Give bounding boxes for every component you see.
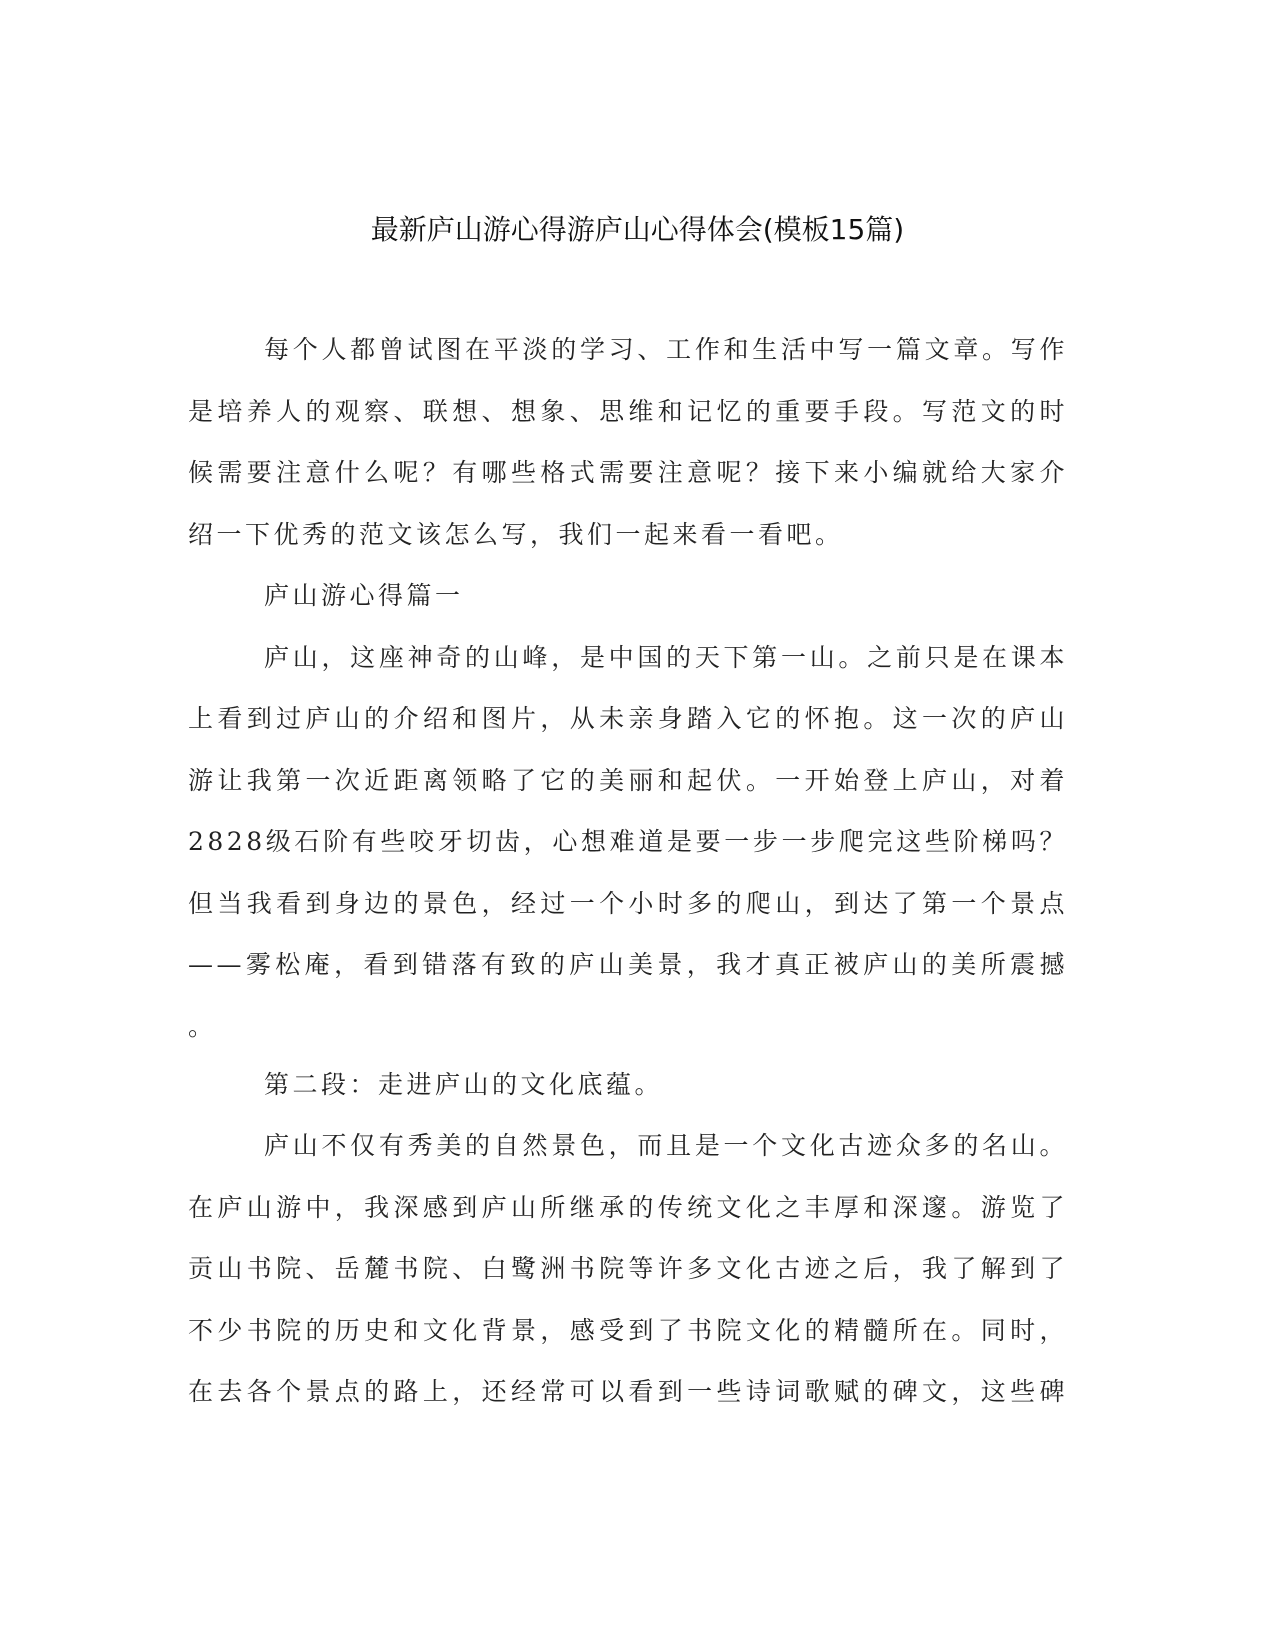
- section-heading: 庐山游心得篇一: [264, 581, 464, 610]
- document-title: 最新庐山游心得游庐山心得体会(模板15篇): [370, 213, 905, 246]
- paragraph-line: 在庐山游中，我深感到庐山所继承的传统文化之丰厚和深邃。游览了: [188, 1192, 1068, 1222]
- paragraph-line: 。: [188, 1011, 217, 1041]
- paragraph-line: 每个人都曾试图在平淡的学习、工作和生活中写一篇文章。写作: [264, 335, 1068, 364]
- paragraph-line: 绍一下优秀的范文该怎么写，我们一起来看一看吧。: [188, 519, 844, 549]
- paragraph-line: 是培养人的观察、联想、想象、思维和记忆的重要手段。写范文的时: [188, 396, 1068, 426]
- paragraph-line: 庐山不仅有秀美的自然景色，而且是一个文化古迹众多的名山。: [264, 1131, 1068, 1160]
- section-heading: 第二段：走进庐山的文化底蕴。: [264, 1069, 664, 1099]
- paragraph-line: ——雾松庵，看到错落有致的庐山美景，我才真正被庐山的美所震撼: [188, 950, 1068, 979]
- paragraph-line: 但当我看到身边的景色，经过一个小时多的爬山，到达了第一个景点: [188, 888, 1068, 918]
- paragraph-line: 庐山，这座神奇的山峰，是中国的天下第一山。之前只是在课本: [264, 642, 1068, 672]
- paragraph-line: 不少书院的历史和文化背景，感受到了书院文化的精髓所在。同时，: [188, 1315, 1068, 1345]
- document-body: [188, 330, 1068, 1434]
- paragraph-line: 上看到过庐山的介绍和图片，从未亲身踏入它的怀抱。这一次的庐山: [188, 704, 1068, 733]
- paragraph-line: 贡山书院、岳麓书院、白鹭洲书院等许多文化古迹之后，我了解到了: [188, 1254, 1068, 1283]
- paragraph-line: 2828级石阶有些咬牙切齿，心想难道是要一步一步爬完这些阶梯吗？: [188, 827, 1068, 856]
- paragraph-line: 候需要注意什么呢？有哪些格式需要注意呢？接下来小编就给大家介: [188, 458, 1068, 487]
- paragraph-line: 在去各个景点的路上，还经常可以看到一些诗词歌赋的碑文，这些碑: [188, 1377, 1068, 1406]
- paragraph-line: 游让我第一次近距离领略了它的美丽和起伏。一开始登上庐山，对着: [188, 765, 1068, 795]
